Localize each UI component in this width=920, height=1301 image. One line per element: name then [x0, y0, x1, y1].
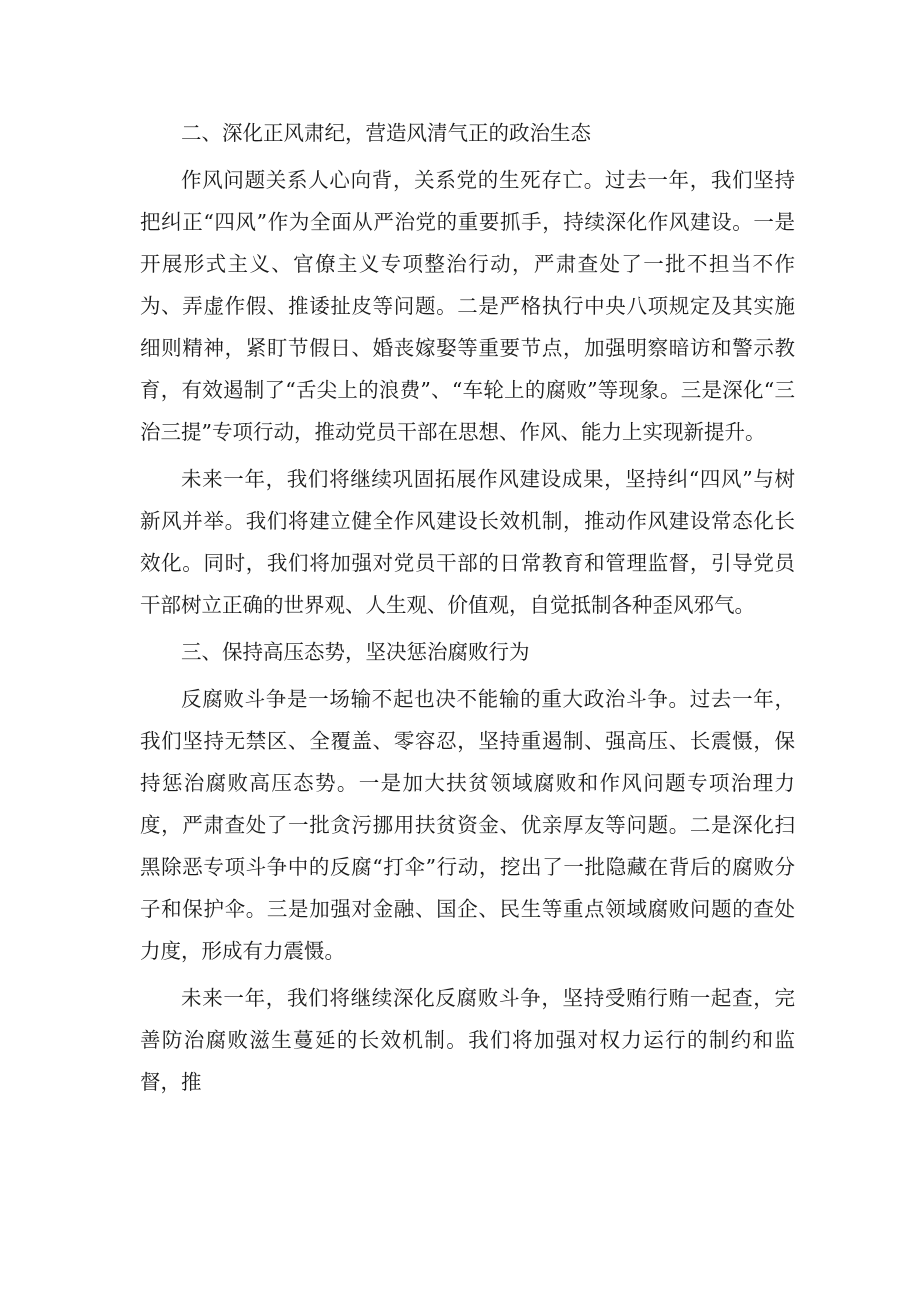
- document-page: [140, 112, 795, 1108]
- section-heading-3: 三、保持高压态势，坚决惩治腐败行为: [181, 640, 530, 664]
- paragraph: 作风问题关系人心向背，关系党的生死存亡。过去一年，我们坚持把纠正“四风”作为全面从严治党的重要抓手，持续深化作风建设。一是开展形式主义、官僚主义专项整治行动，严肃查处了一批不担当不作为、弄虚作假、推诿扯皮等问题。二是严格执行中央八项规定及其实施细则精神，紧盯节假日、婚丧嫁娶等重要节点，加强明察暗访和警示教育，有效遏制了“舌尖上的浪费”、“车轮上的腐败”等现象。三是深化“三治三提”专项行动，推动党员干部在思想、作风、能力上实现新提升。: [140, 168, 795, 444]
- section-heading-2: 二、深化正风肃纪，营造风清气正的政治生态: [181, 121, 591, 145]
- paragraph: 反腐败斗争是一场输不起也决不能输的重大政治斗争。过去一年，我们坚持无禁区、全覆盖、零容忍，坚持重遏制、强高压、长震慑，保持惩治腐败高压态势。一是加大扶贫领域腐败和作风问题专项治理力度，严肃查处了一批贪污挪用扶贫资金、优亲厚友等问题。二是深化扫黑除恶专项斗争中的反腐“打伞”行动，挖出了一批隐藏在背后的腐败分子和保护伞。三是加强对金融、国企、民生等重点领域腐败问题的查处力度，形成有力震慑。: [140, 687, 795, 963]
- paragraph: 未来一年，我们将继续巩固拓展作风建设成果，坚持纠“四风”与树新风并举。我们将建立健全作风建设长效机制，推动作风建设常态化长效化。同时，我们将加强对党员干部的日常教育和管理监督，引导党员干部树立正确的世界观、人生观、价值观，自觉抵制各种歪风邪气。: [140, 467, 795, 617]
- paragraph: 未来一年，我们将继续深化反腐败斗争，坚持受贿行贿一起查，完善防治腐败滋生蔓延的长效机制。我们将加强对权力运行的制约和监督，推: [140, 986, 795, 1094]
